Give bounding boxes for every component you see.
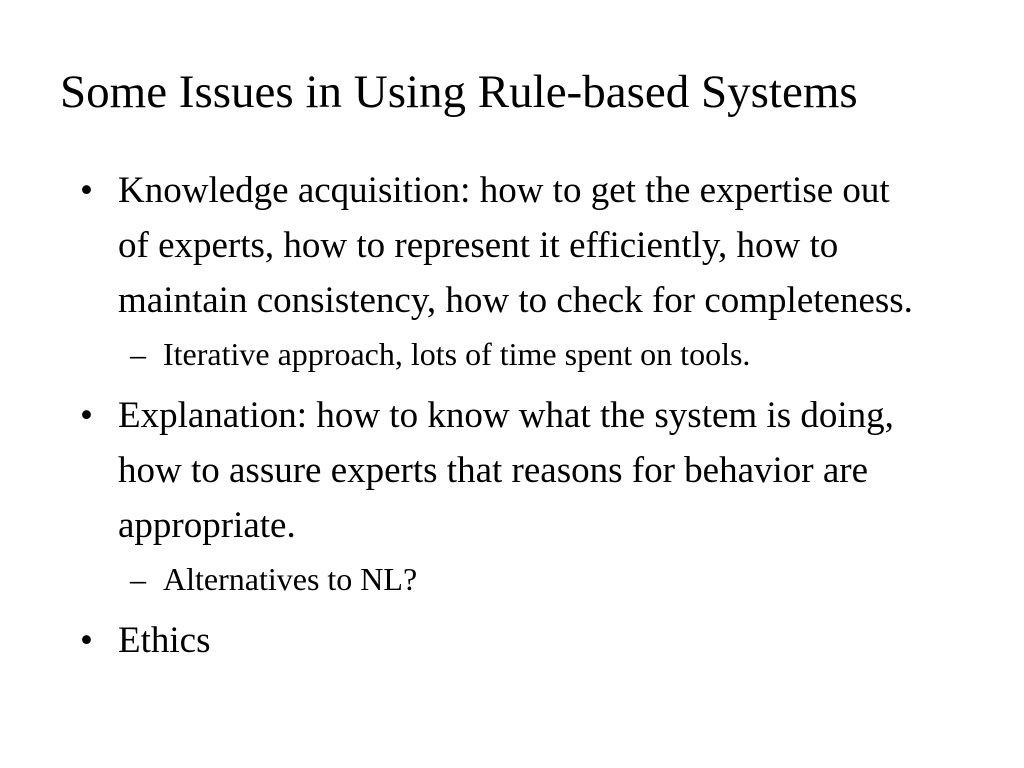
- bullet-explanation: [0, 388, 918, 553]
- bullet-icon: •: [80, 395, 93, 436]
- bullet-text: Explanation: how to know what the system is doing, how to assure experts that reasons for behavior are appropriate.: [118, 395, 894, 546]
- dash-icon: –: [130, 336, 146, 372]
- dash-icon: –: [130, 561, 146, 597]
- bullet-icon: •: [80, 620, 93, 661]
- slide-title: Some Issues in Using Rule-based Systems: [60, 66, 858, 118]
- bullet-list: [0, 163, 1024, 668]
- sub-bullet-alternatives: [0, 559, 963, 599]
- bullet-icon: •: [80, 170, 93, 211]
- bullet-knowledge-acquisition: [0, 163, 918, 328]
- sub-bullet-iterative-approach: [0, 334, 963, 374]
- bullet-text: Knowledge acquisition: how to get the expertise out of experts, how to represent it efficiently, how to maintain consistency, how to check for completeness.: [118, 170, 913, 321]
- bullet-ethics: [0, 613, 918, 668]
- bullet-text: Ethics: [118, 620, 211, 661]
- sub-bullet-text: Alternatives to NL?: [163, 561, 418, 597]
- sub-bullet-text: Iterative approach, lots of time spent on tools.: [163, 336, 751, 372]
